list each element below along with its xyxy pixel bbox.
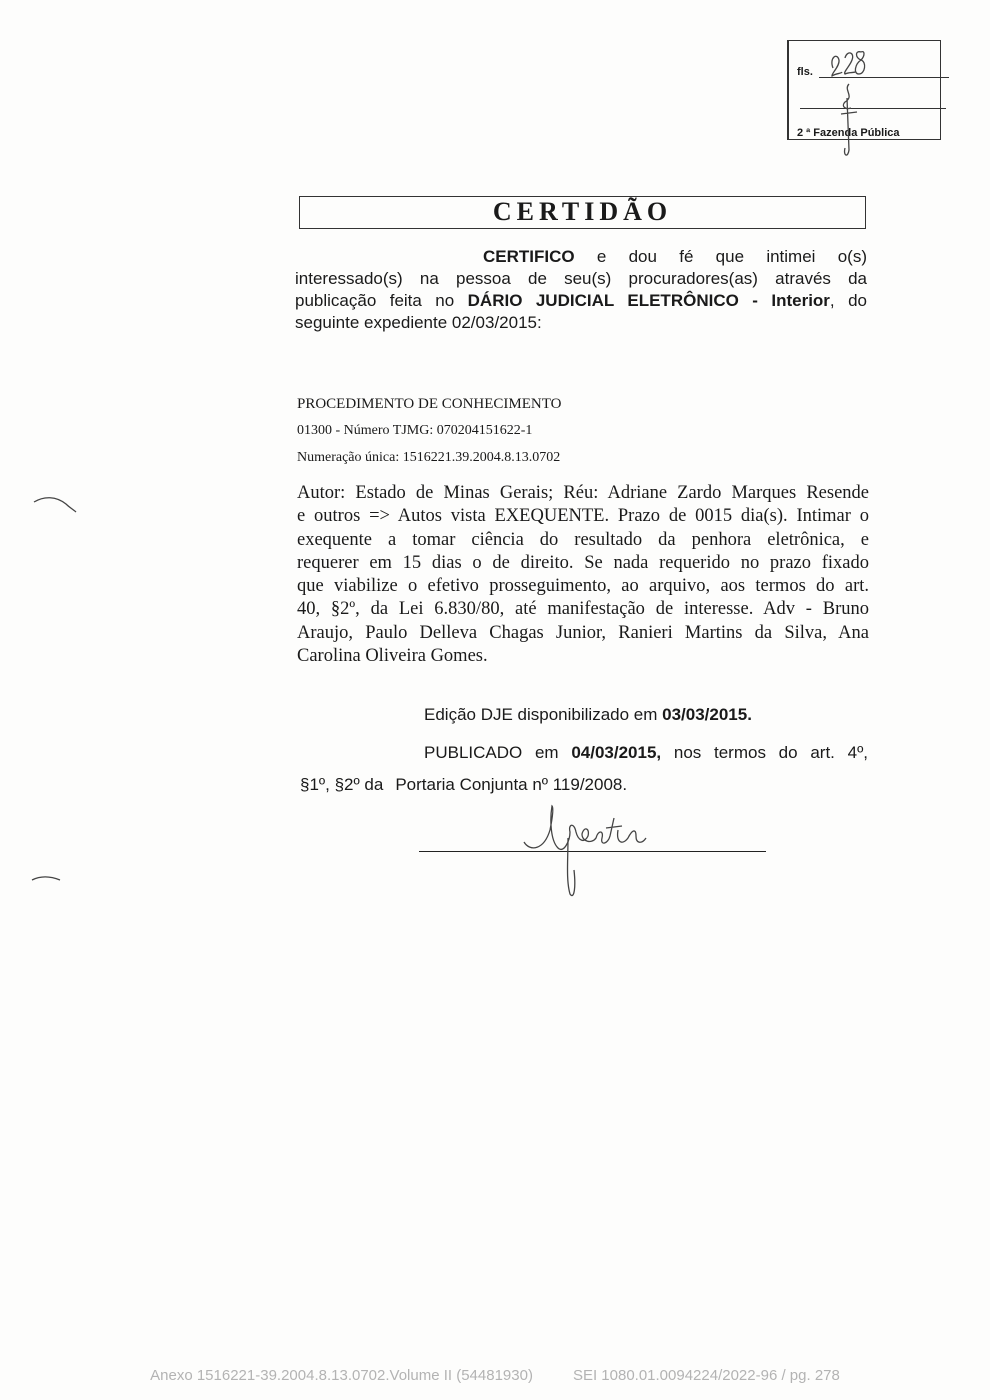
handwritten-signature-icon xyxy=(518,800,658,900)
journal-name: DÁRIO JUDICIAL ELETRÔNICO - Interior xyxy=(467,291,830,310)
certificate-line-1-text: e dou fé que intimei o(s) xyxy=(574,247,867,266)
edicao-date: 03/03/2015. xyxy=(662,705,752,724)
procedure-type: PROCEDIMENTO DE CONHECIMENTO xyxy=(297,396,562,412)
footer-annex: Anexo 1516221-39.2004.8.13.0702.Volume II (54481930) xyxy=(150,1367,533,1384)
margin-mark-icon xyxy=(30,490,80,520)
certificate-paragraph xyxy=(295,246,867,334)
certificate-line-1 xyxy=(295,246,867,268)
body-line: 40, §2º, da Lei 6.830/80, até manifestação de interesse. Adv - Bruno xyxy=(297,599,869,620)
publicado-line-2 xyxy=(300,774,627,796)
certificate-line-3-pre: publicação feita no xyxy=(295,291,468,310)
procedure-block xyxy=(297,393,869,474)
body-line: que viabilize o efetivo prosseguimento, ao arquivo, aos termos do art. xyxy=(297,576,869,597)
margin-mark-icon xyxy=(28,870,68,890)
publicado-paragraphs: §1º, §2º da xyxy=(300,775,384,794)
procedure-unique-number: Numeração única: 1516221.39.2004.8.13.0702 xyxy=(297,450,561,465)
certificate-line-3 xyxy=(295,290,867,312)
edicao-line xyxy=(424,704,752,726)
body-line: exequente a tomar ciência do resultado da penhora eletrônica, e xyxy=(297,529,869,550)
publicado-text: PUBLICADO em xyxy=(424,743,572,762)
portaria-reference: Portaria Conjunta nº 119/2008. xyxy=(395,775,628,794)
footer-sei: SEI 1080.01.0094224/2022-96 / pg. 278 xyxy=(572,1367,840,1384)
body-line: Araujo, Paulo Delleva Chagas Junior, Ranieri Martins da Silva, Ana xyxy=(297,622,869,643)
publicado-date: 04/03/2015, xyxy=(571,743,662,762)
handwritten-page-number-icon xyxy=(815,40,875,160)
certificate-line-2: interessado(s) na pessoa de seu(s) procuradores(as) através da xyxy=(295,269,867,288)
fls-label: fls. xyxy=(797,66,813,78)
vara-label: 2 ª Fazenda Pública xyxy=(797,127,900,139)
certifico-word: CERTIFICO xyxy=(483,247,575,266)
body-line: requerer em 15 dias o de direito. Se nada requerido no prazo fixado xyxy=(297,552,869,573)
body-line: Autor: Estado de Minas Gerais; Réu: Adriane Zardo Marques Resende xyxy=(297,483,869,503)
certificate-line-4: seguinte expediente 02/03/2015: xyxy=(295,313,542,332)
procedure-number: 01300 - Número TJMG: 070204151622-1 xyxy=(297,423,533,438)
publication-body xyxy=(297,482,869,668)
footer xyxy=(0,1367,990,1384)
certificate-line-3-post: , do xyxy=(829,291,867,310)
body-line: e outros => Autos vista EXEQUENTE. Prazo de 0015 dia(s). Intimar o xyxy=(297,506,869,527)
document-title: CERTIDÃO xyxy=(492,197,673,226)
edicao-text: Edição DJE disponibilizado em xyxy=(424,705,663,724)
publicado-line xyxy=(424,742,868,764)
body-line: Carolina Oliveira Gomes. xyxy=(297,646,488,667)
publicado-rest: nos termos do art. 4º, xyxy=(661,743,869,762)
